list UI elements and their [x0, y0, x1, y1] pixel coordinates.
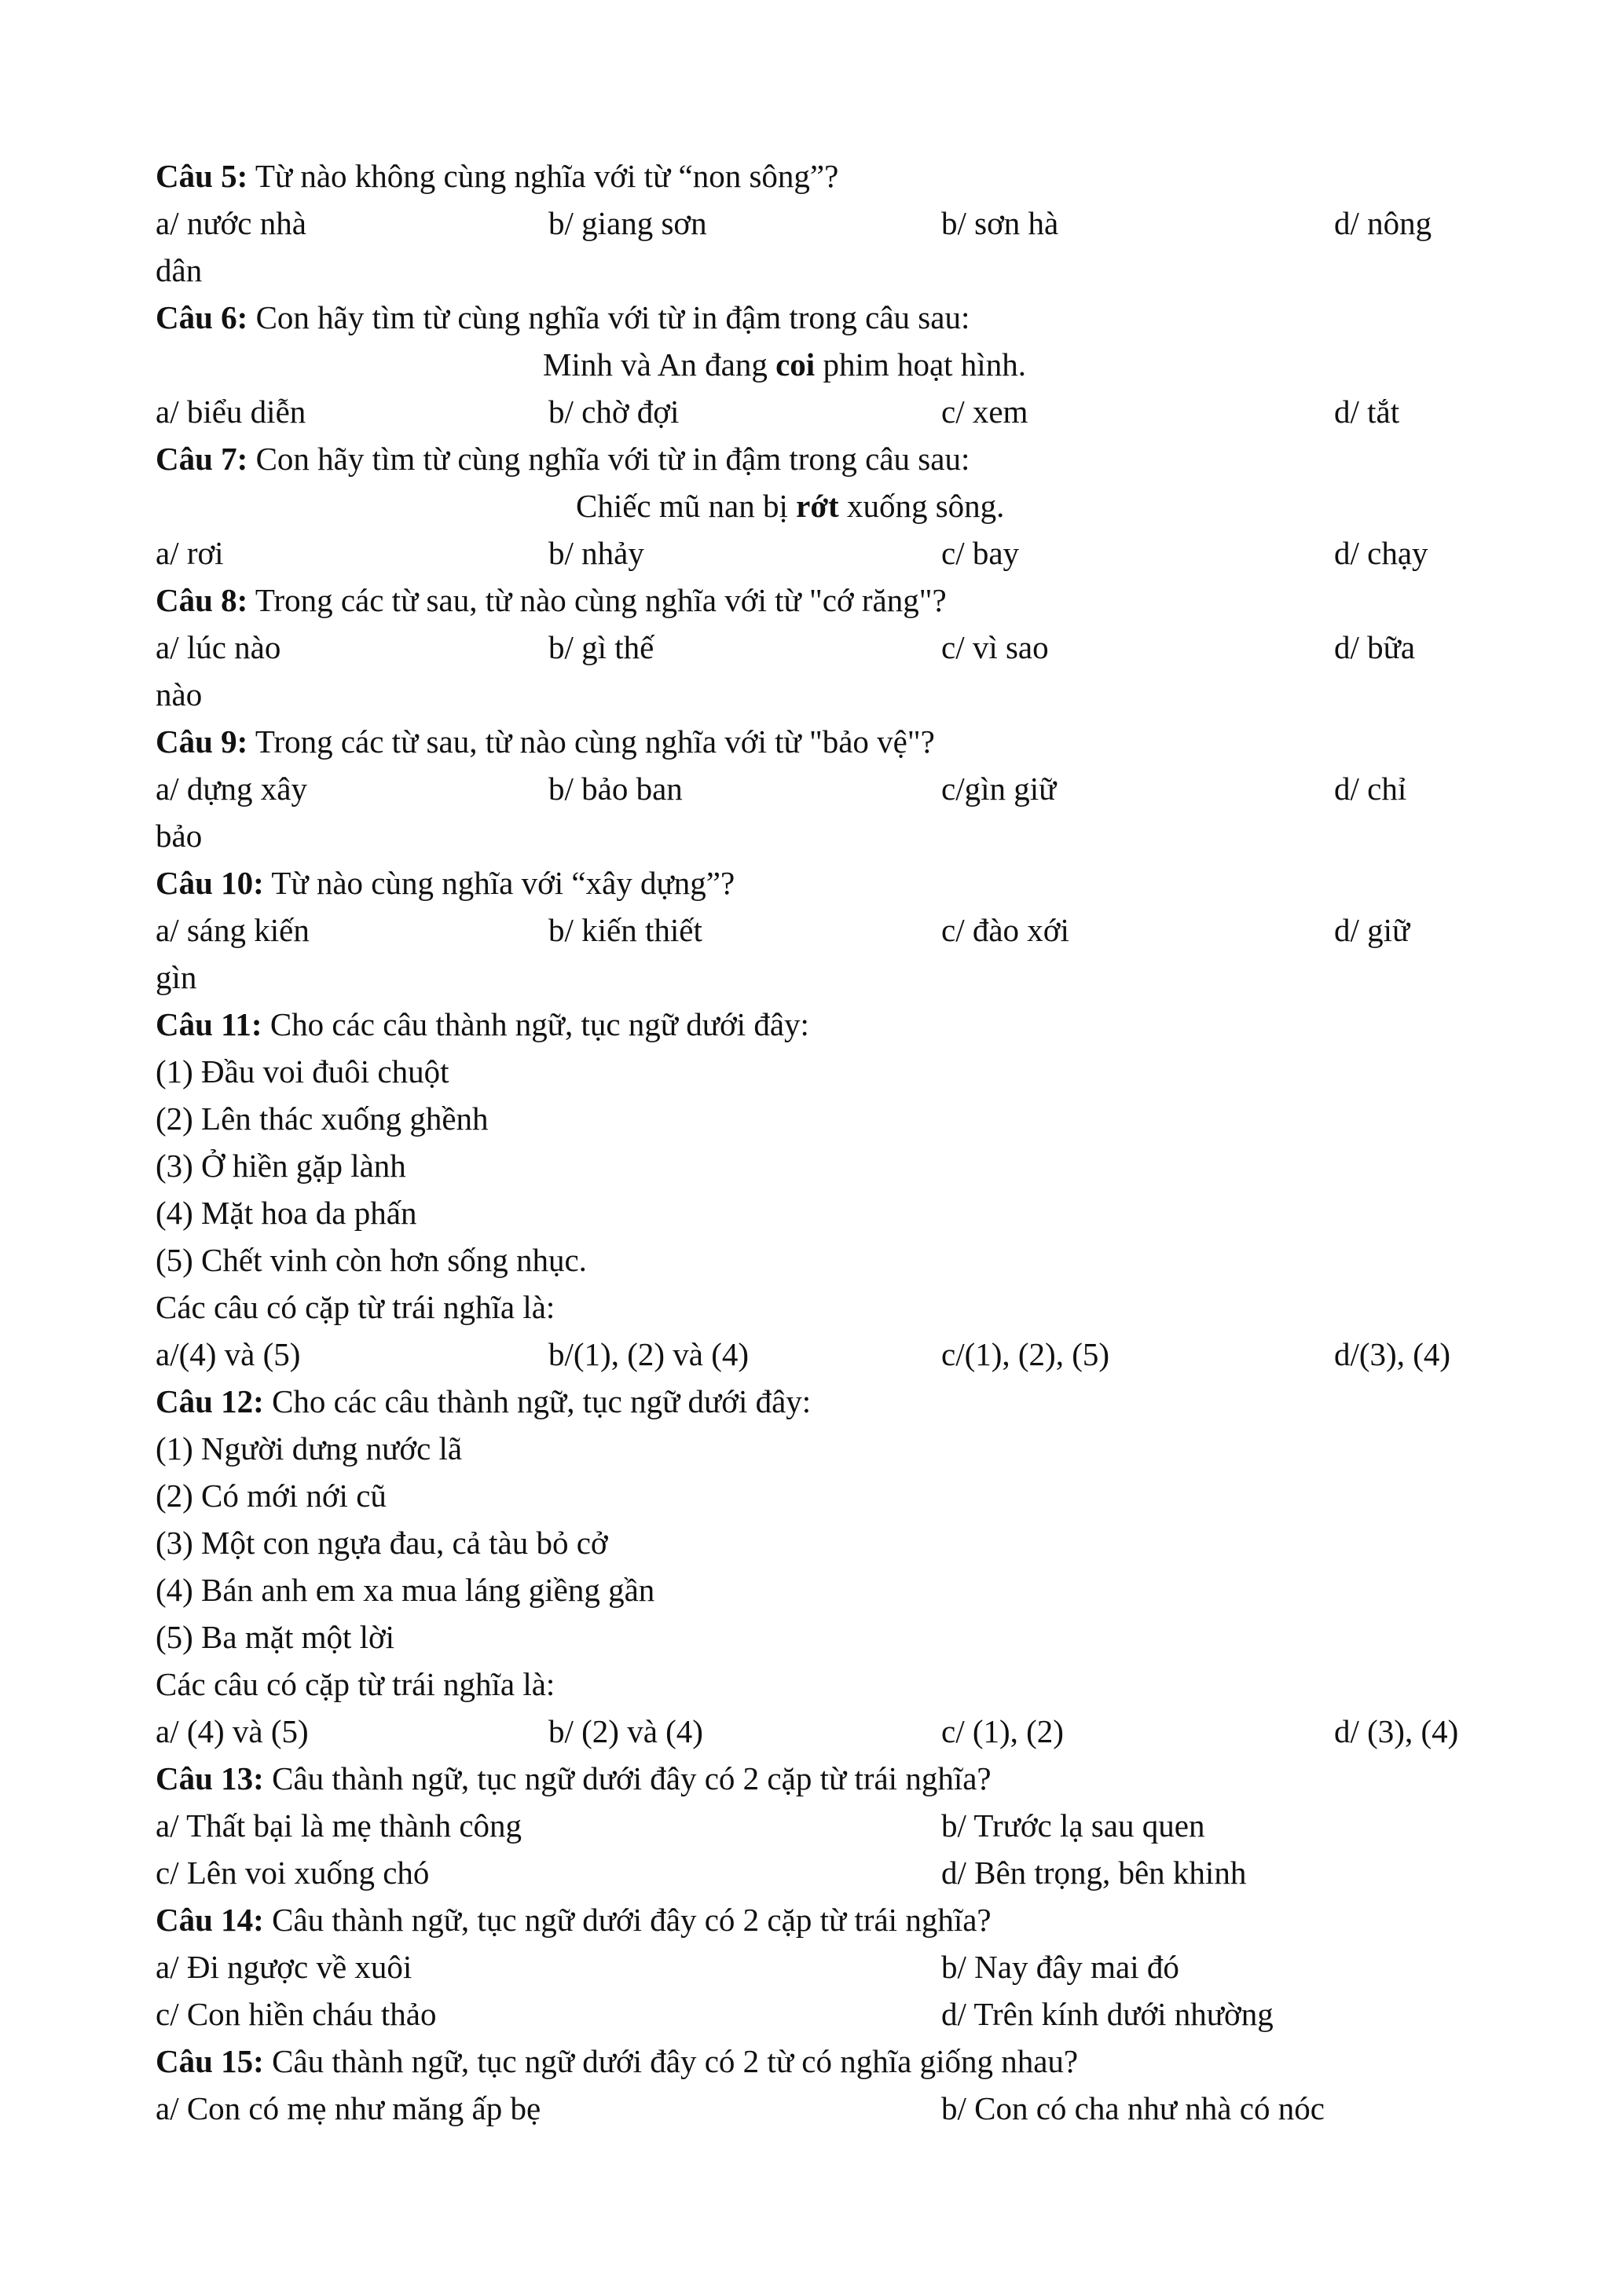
option-b: b/ (2) và (4) [548, 1713, 703, 1749]
question-15 [156, 2038, 1538, 2085]
question-label: Câu 15: [156, 2043, 264, 2079]
proverb-item: (5) Ba mặt một lời [156, 1619, 395, 1655]
option-d: d/ bữa [1334, 629, 1416, 665]
example-text: phim hoạt hình. [815, 346, 1026, 383]
question-11 [156, 1001, 1538, 1048]
example-sentence [156, 341, 1146, 388]
option-wrap: nào [156, 676, 203, 712]
option-b: b/ giang sơn [548, 205, 707, 241]
proverb-item: (2) Lên thác xuống ghềnh [156, 1100, 489, 1137]
option-d: d/(3), (4) [1334, 1336, 1451, 1372]
option-b: b/ gì thế [548, 629, 654, 665]
option-d: d/ chỉ [1334, 771, 1407, 807]
question-text: Con hãy tìm từ cùng nghĩa với từ in đậm trong câu sau: [247, 299, 970, 335]
question-10 [156, 859, 1538, 906]
options-row [156, 200, 1538, 247]
question-5 [156, 152, 1538, 200]
question-text: Từ nào không cùng nghĩa với từ “non sông”? [247, 158, 839, 194]
options-row [156, 1331, 1538, 1378]
question-label: Câu 7: [156, 441, 248, 477]
question-text: Từ nào cùng nghĩa với “xây dựng”? [263, 865, 735, 901]
question-8 [156, 577, 1538, 624]
question-text: Câu thành ngữ, tục ngữ dưới đây có 2 từ có nghĩa giống nhau? [263, 2043, 1079, 2079]
option-c: c/ (1), (2) [941, 1713, 1064, 1749]
option-c: c/ vì sao [941, 629, 1049, 665]
question-label: Câu 11: [156, 1006, 262, 1042]
option-d: d/ (3), (4) [1334, 1713, 1459, 1749]
options-row [156, 1849, 1538, 1896]
question-text: Trong các từ sau, từ nào cùng nghĩa với từ "bảo vệ"? [247, 723, 935, 760]
question-label: Câu 8: [156, 582, 248, 618]
options-row [156, 1708, 1538, 1755]
question-text: Trong các từ sau, từ nào cùng nghĩa với từ "cớ răng"? [247, 582, 947, 618]
option-d: d/ nông [1334, 205, 1432, 241]
proverb-item: (4) Bán anh em xa mua láng giềng gần [156, 1572, 655, 1608]
options-row [156, 1802, 1538, 1849]
option-b: b/ Con có cha như nhà có nóc [941, 2090, 1325, 2126]
option-a: a/ rơi [156, 535, 224, 571]
proverb-item: (5) Chết vinh còn hơn sống nhục. [156, 1242, 587, 1278]
option-d: d/ giữ [1334, 912, 1410, 948]
option-b: b/ nhảy [548, 535, 644, 571]
question-label: Câu 9: [156, 723, 248, 760]
option-wrap: bảo [156, 818, 203, 854]
option-a: a/ sáng kiến [156, 912, 310, 948]
question-label: Câu 5: [156, 158, 248, 194]
question-6 [156, 294, 1538, 341]
option-b: b/(1), (2) và (4) [548, 1336, 750, 1372]
option-c: c/ bay [941, 535, 1020, 571]
option-b: b/ Nay đây mai đó [941, 1949, 1179, 1985]
question-text: Cho các câu thành ngữ, tục ngữ dưới đây: [263, 1383, 812, 1419]
option-b: b/ kiến thiết [548, 912, 702, 948]
option-d: d/ Trên kính dưới nhường [941, 1996, 1274, 2032]
example-text: Minh và An đang [543, 346, 776, 383]
proverb-item: (4) Mặt hoa da phấn [156, 1195, 417, 1231]
option-a: a/ Đi ngược về xuôi [156, 1949, 412, 1985]
option-d: d/ chạy [1334, 535, 1428, 571]
options-row [156, 388, 1538, 435]
question-label: Câu 12: [156, 1383, 264, 1419]
option-b: b/ Trước lạ sau quen [941, 1807, 1205, 1844]
option-a: a/ (4) và (5) [156, 1713, 309, 1749]
option-c: c/ đào xới [941, 912, 1069, 948]
example-text: xuống sông. [838, 488, 1005, 524]
options-row [156, 1943, 1538, 1990]
question-7 [156, 435, 1538, 482]
option-a: a/ Thất bại là mẹ thành công [156, 1807, 522, 1844]
question-label: Câu 13: [156, 1760, 264, 1796]
proverb-item: (3) Một con ngựa đau, cả tàu bỏ cở [156, 1525, 608, 1561]
option-a: a/ biểu diễn [156, 394, 306, 430]
option-wrap: gìn [156, 959, 197, 995]
options-row [156, 1990, 1538, 2038]
option-b: b/ chờ đợi [548, 394, 680, 430]
question-text: Câu thành ngữ, tục ngữ dưới đây có 2 cặp từ trái nghĩa? [263, 1902, 992, 1938]
option-a: a/ lúc nào [156, 629, 281, 665]
question-12 [156, 1378, 1538, 1425]
question-13 [156, 1755, 1538, 1802]
options-row [156, 765, 1538, 812]
option-a: a/ dựng xây [156, 771, 308, 807]
option-d: d/ Bên trọng, bên khinh [941, 1855, 1247, 1891]
options-row [156, 529, 1538, 577]
example-bold-word: coi [775, 346, 816, 383]
question-14 [156, 1896, 1538, 1943]
proverb-item: (3) Ở hiền gặp lành [156, 1148, 406, 1184]
options-row [156, 2085, 1538, 2132]
question-label: Câu 6: [156, 299, 248, 335]
question-text: Cho các câu thành ngữ, tục ngữ dưới đây: [262, 1006, 809, 1042]
option-c: c/(1), (2), (5) [941, 1336, 1110, 1372]
question-text: Con hãy tìm từ cùng nghĩa với từ in đậm trong câu sau: [247, 441, 970, 477]
question-text: Câu thành ngữ, tục ngữ dưới đây có 2 cặp từ trái nghĩa? [263, 1760, 992, 1796]
example-text: Chiếc mũ nan bị [576, 488, 797, 524]
example-sentence [156, 482, 1146, 529]
question-label: Câu 14: [156, 1902, 264, 1938]
option-c: c/ Lên voi xuống chó [156, 1855, 430, 1891]
option-a: a/ nước nhà [156, 205, 306, 241]
option-a: a/(4) và (5) [156, 1336, 301, 1372]
option-b: b/ bảo ban [548, 771, 683, 807]
option-c: c/gìn giữ [941, 771, 1057, 807]
option-c: c/ Con hiền cháu thảo [156, 1996, 437, 2032]
proverb-item: (2) Có mới nới cũ [156, 1478, 387, 1514]
example-bold-word: rớt [796, 488, 839, 524]
question-prompt: Các câu có cặp từ trái nghĩa là: [156, 1289, 555, 1325]
option-a: a/ Con có mẹ như măng ấp bẹ [156, 2090, 541, 2126]
proverb-item: (1) Người dưng nước lã [156, 1430, 463, 1467]
options-row [156, 624, 1538, 671]
option-wrap: dân [156, 252, 203, 288]
option-d: d/ tắt [1334, 394, 1400, 430]
option-c: c/ xem [941, 394, 1028, 430]
question-prompt: Các câu có cặp từ trái nghĩa là: [156, 1666, 555, 1702]
option-c: b/ sơn hà [941, 205, 1059, 241]
question-9 [156, 718, 1538, 765]
options-row [156, 906, 1538, 954]
question-label: Câu 10: [156, 865, 264, 901]
proverb-item: (1) Đầu voi đuôi chuột [156, 1053, 449, 1089]
